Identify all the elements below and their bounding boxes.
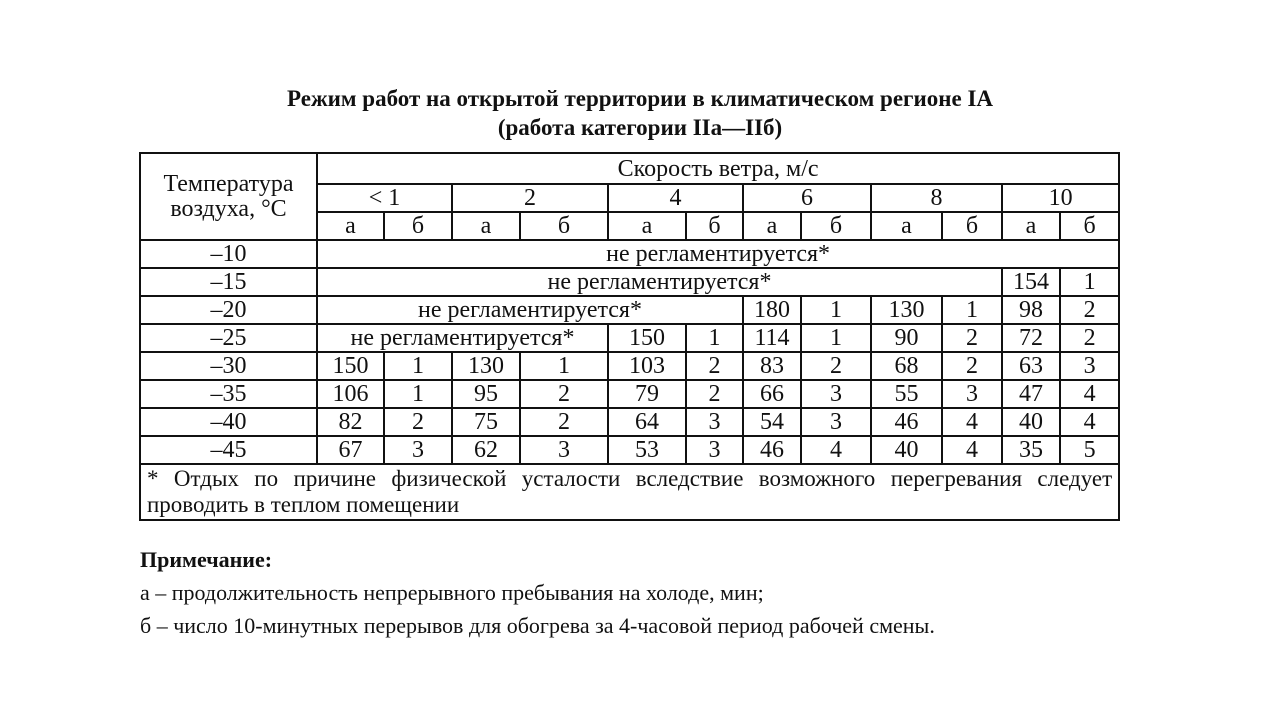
value-cell: 150 <box>317 352 384 380</box>
table-row <box>140 296 1119 324</box>
value-cell: 1 <box>384 352 452 380</box>
subcol-a: а <box>608 212 686 240</box>
subcol-b: б <box>801 212 871 240</box>
notes <box>140 543 1130 642</box>
value-cell: 3 <box>801 408 871 436</box>
value-cell: 3 <box>801 380 871 408</box>
subcol-a: а <box>1002 212 1060 240</box>
value-cell: 2 <box>686 380 743 408</box>
subcol-b: б <box>384 212 452 240</box>
subcol-b: б <box>520 212 608 240</box>
value-cell: 130 <box>452 352 520 380</box>
value-cell: 47 <box>1002 380 1060 408</box>
value-cell: 2 <box>686 352 743 380</box>
value-cell: 62 <box>452 436 520 464</box>
work-regime-table <box>139 152 1120 521</box>
table-row <box>140 268 1119 296</box>
value-cell: 3 <box>686 408 743 436</box>
table-row <box>140 240 1119 268</box>
value-cell: 180 <box>743 296 801 324</box>
value-cell: 4 <box>942 436 1002 464</box>
value-cell: 2 <box>1060 296 1119 324</box>
subcol-a: а <box>871 212 942 240</box>
speed-header: 4 <box>608 184 743 212</box>
value-cell: 40 <box>1002 408 1060 436</box>
value-cell: 114 <box>743 324 801 352</box>
subcol-b: б <box>686 212 743 240</box>
value-cell: 1 <box>686 324 743 352</box>
value-cell: 46 <box>743 436 801 464</box>
note-b: б – число 10-минутных перерывов для обогрева за 4-часовой период рабочей смены. <box>140 613 935 638</box>
value-cell: 2 <box>1060 324 1119 352</box>
speed-header: 6 <box>743 184 871 212</box>
temperature-cell: –20 <box>140 296 317 324</box>
not-regulated-cell: не регламентируется* <box>317 240 1119 268</box>
temperature-cell: –25 <box>140 324 317 352</box>
speed-header: < 1 <box>317 184 452 212</box>
value-cell: 2 <box>801 352 871 380</box>
value-cell: 98 <box>1002 296 1060 324</box>
table-row <box>140 324 1119 352</box>
value-cell: 103 <box>608 352 686 380</box>
temperature-header: Температура воздуха, °С <box>140 153 317 240</box>
value-cell: 1 <box>801 324 871 352</box>
value-cell: 4 <box>942 408 1002 436</box>
value-cell: 150 <box>608 324 686 352</box>
value-cell: 1 <box>801 296 871 324</box>
value-cell: 5 <box>1060 436 1119 464</box>
value-cell: 40 <box>871 436 942 464</box>
not-regulated-cell: не регламентируется* <box>317 268 1002 296</box>
value-cell: 1 <box>520 352 608 380</box>
temperature-cell: –15 <box>140 268 317 296</box>
temperature-cell: –40 <box>140 408 317 436</box>
header-row-wind <box>140 153 1119 184</box>
speed-header: 8 <box>871 184 1002 212</box>
not-regulated-cell: не регламентируется* <box>317 296 743 324</box>
table-row <box>140 408 1119 436</box>
value-cell: 3 <box>942 380 1002 408</box>
value-cell: 3 <box>686 436 743 464</box>
value-cell: 2 <box>942 352 1002 380</box>
value-cell: 66 <box>743 380 801 408</box>
subcol-b: б <box>1060 212 1119 240</box>
value-cell: 55 <box>871 380 942 408</box>
value-cell: 63 <box>1002 352 1060 380</box>
table-title <box>0 84 1280 142</box>
value-cell: 72 <box>1002 324 1060 352</box>
value-cell: 75 <box>452 408 520 436</box>
notes-heading: Примечание: <box>140 547 273 572</box>
value-cell: 4 <box>1060 408 1119 436</box>
title-line-2: (работа категории IIa—IIб) <box>497 115 783 140</box>
temperature-cell: –30 <box>140 352 317 380</box>
temperature-cell: –45 <box>140 436 317 464</box>
title-line-1: Режим работ на открытой территории в климатическом регионе IA <box>286 86 993 111</box>
speed-header: 2 <box>452 184 608 212</box>
value-cell: 1 <box>1060 268 1119 296</box>
footnote-row <box>140 464 1119 520</box>
temperature-cell: –35 <box>140 380 317 408</box>
value-cell: 64 <box>608 408 686 436</box>
subcol-b: б <box>942 212 1002 240</box>
table-row <box>140 352 1119 380</box>
value-cell: 2 <box>384 408 452 436</box>
subcol-a: а <box>743 212 801 240</box>
value-cell: 154 <box>1002 268 1060 296</box>
value-cell: 4 <box>1060 380 1119 408</box>
value-cell: 106 <box>317 380 384 408</box>
value-cell: 83 <box>743 352 801 380</box>
table-row <box>140 380 1119 408</box>
temperature-cell: –10 <box>140 240 317 268</box>
value-cell: 3 <box>384 436 452 464</box>
value-cell: 3 <box>1060 352 1119 380</box>
table-row <box>140 436 1119 464</box>
value-cell: 79 <box>608 380 686 408</box>
value-cell: 2 <box>942 324 1002 352</box>
subcol-a: а <box>452 212 520 240</box>
value-cell: 95 <box>452 380 520 408</box>
footnote: * Отдых по причине физической усталости вследствие возможного перегревания следует проводить в теплом помещении <box>140 464 1119 520</box>
subcol-a: а <box>317 212 384 240</box>
value-cell: 1 <box>384 380 452 408</box>
not-regulated-cell: не регламентируется* <box>317 324 608 352</box>
value-cell: 4 <box>801 436 871 464</box>
value-cell: 90 <box>871 324 942 352</box>
value-cell: 54 <box>743 408 801 436</box>
value-cell: 130 <box>871 296 942 324</box>
value-cell: 3 <box>520 436 608 464</box>
value-cell: 53 <box>608 436 686 464</box>
speed-header: 10 <box>1002 184 1119 212</box>
value-cell: 46 <box>871 408 942 436</box>
value-cell: 67 <box>317 436 384 464</box>
value-cell: 82 <box>317 408 384 436</box>
value-cell: 1 <box>942 296 1002 324</box>
value-cell: 35 <box>1002 436 1060 464</box>
value-cell: 2 <box>520 408 608 436</box>
value-cell: 68 <box>871 352 942 380</box>
note-a: а – продолжительность непрерывного пребывания на холоде, мин; <box>140 580 764 605</box>
value-cell: 2 <box>520 380 608 408</box>
wind-speed-header: Скорость ветра, м/с <box>317 153 1119 184</box>
